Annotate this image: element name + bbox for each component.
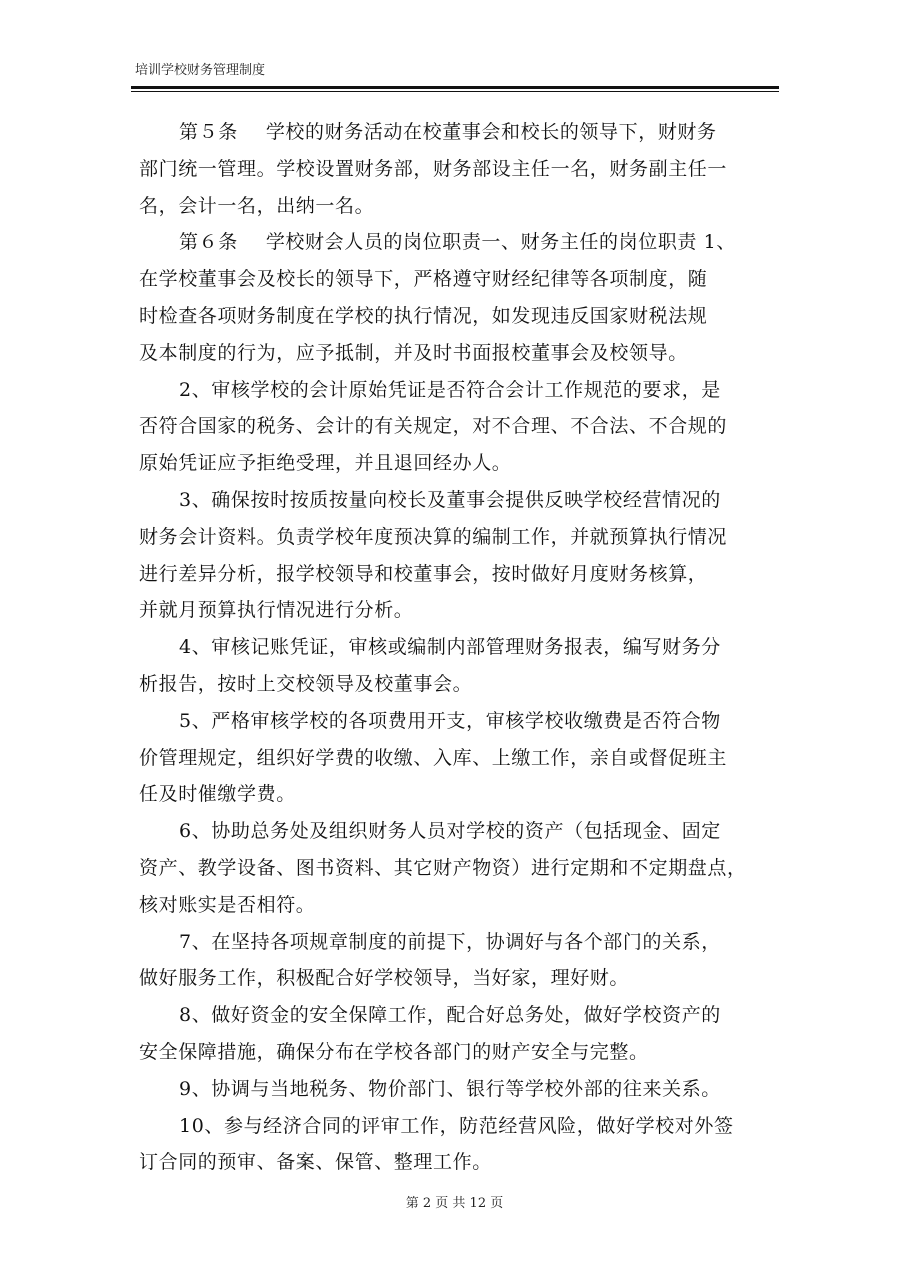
duty-3-line-1: 3、确保按时按质按量向校长及董事会提供反映学校经营情况的: [179, 488, 721, 511]
page-header: [131, 63, 779, 92]
text-line: 时检查各项财务制度在学校的执行情况，如发现违反国家财税法规: [139, 304, 708, 327]
article-5-text: 学校的财务活动在校董事会和校长的领导下，财财务: [265, 121, 717, 143]
duty-7-line-1: 7、在坚持各项规章制度的前提下，协调好与各个部门的关系，: [179, 930, 721, 953]
header-divider: [131, 86, 779, 89]
header-divider-thin: [131, 91, 779, 92]
text-line: 核对账实是否相符。: [139, 893, 316, 916]
article-5-line-1: [139, 114, 779, 151]
duty-5-line-1: 5、严格审核学校的各项费用开支，审核学校收缴费是否符合物: [179, 709, 721, 732]
duty-4-line-1: 4、审核记账凭证，审核或编制内部管理财务报表，编写财务分: [179, 636, 721, 659]
text-line: 部门统一管理。学校设置财务部，财务部设主任一名，财务副主任一: [139, 157, 728, 180]
duty-6-line-1: 6、协助总务处及组织财务人员对学校的资产（包括现金、固定: [179, 820, 721, 843]
text-line: 及本制度的行为，应予抵制，并及时书面报校董事会及校领导。: [139, 341, 688, 364]
article-6-text: 学校财会人员的岗位职责一、财务主任的岗位职责 1、: [265, 231, 736, 254]
text-line: 进行差异分析，报学校领导和校董事会，按时做好月度财务核算，: [139, 562, 708, 585]
document-title: 培训学校财务管理制度: [135, 63, 266, 78]
text-line: 在学校董事会及校长的领导下，严格遵守财经纪律等各项制度，随: [139, 268, 708, 291]
duty-8-line-1: 8、做好资金的安全保障工作，配合好总务处，做好学校资产的: [179, 1004, 721, 1027]
duty-2-line-1: 2、审核学校的会计原始凭证是否符合会计工作规范的要求，是: [179, 378, 721, 401]
text-line: 资产、教学设备、图书资料、其它财产物资）进行定期和不定期盘点，: [139, 856, 747, 879]
article-6-number: 第６条: [179, 231, 238, 254]
text-line: 安全保障措施，确保分布在学校各部门的财产安全与完整。: [139, 1040, 649, 1063]
duty-10-line-1: 10、参与经济合同的评审工作，防范经营风险，做好学校对外签: [179, 1114, 734, 1137]
text-line: 原始凭证应予拒绝受理，并且退回经办人。: [139, 452, 512, 475]
duty-9-line-1: 9、协调与当地税务、物价部门、银行等学校外部的往来关系。: [179, 1077, 721, 1100]
text-line: 名，会计一名，出纳一名。: [139, 194, 375, 217]
page-number: 第 2 页 共 12 页: [405, 1196, 504, 1211]
text-line: 否符合国家的税务、会计的有关规定，对不合理、不合法、不合规的: [139, 415, 728, 438]
text-line: 做好服务工作，积极配合好学校领导，当好家，理好财。: [139, 967, 630, 990]
text-line: 并就月预算执行情况进行分析。: [139, 599, 414, 622]
text-line: 任及时催缴学费。: [139, 783, 296, 806]
article-5-number: 第５条: [179, 121, 238, 143]
text-line: 订合同的预审、备案、保管、整理工作。: [139, 1151, 492, 1174]
text-line: 财务会计资料。负责学校年度预决算的编制工作，并就预算执行情况: [139, 525, 728, 548]
text-line: 析报告，按时上交校领导及校董事会。: [139, 672, 473, 695]
text-line: 价管理规定，组织好学费的收缴、入库、上缴工作，亲自或督促班主: [139, 746, 728, 769]
article-6-line-1: [139, 224, 779, 261]
document-body: [139, 114, 779, 1181]
